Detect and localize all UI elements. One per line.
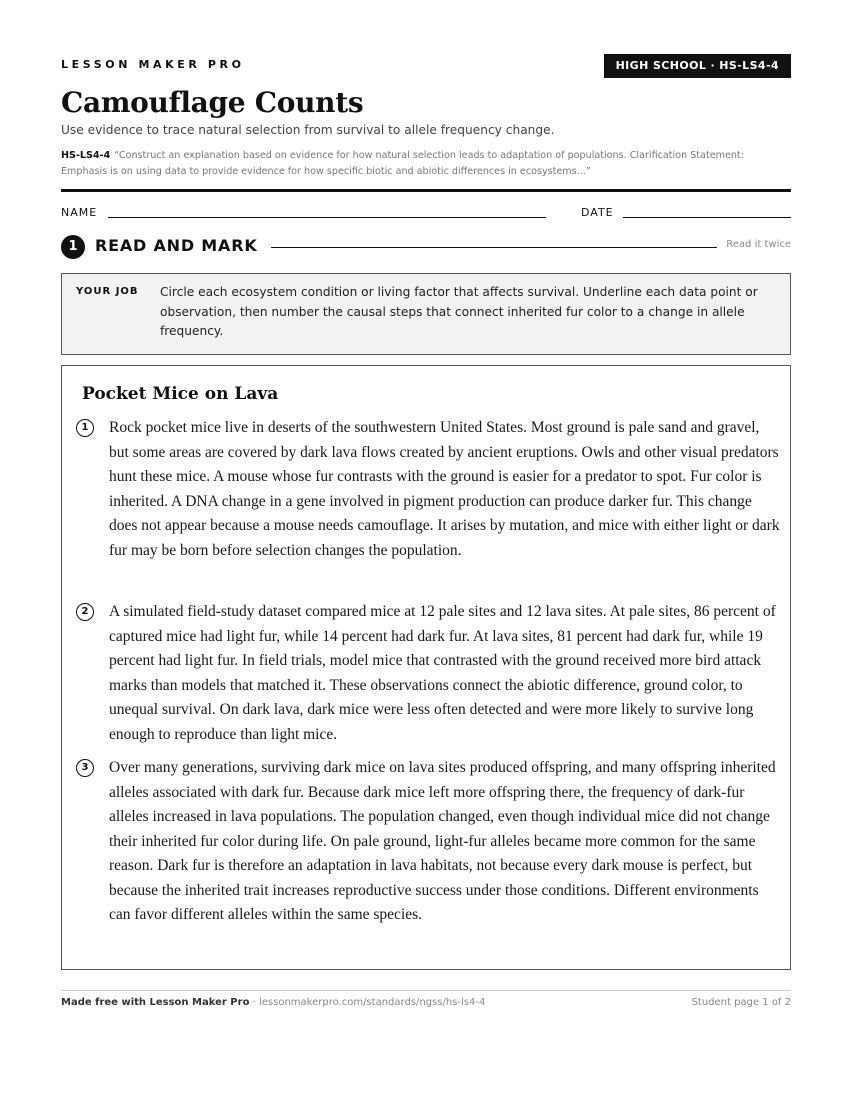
- job-text: Circle each ecosystem condition or living factor that affects survival. Underline each data point or observation, then number the causal steps that connect inherited fur color to a change in allele frequency.: [160, 285, 758, 338]
- paragraph-number: 3: [76, 759, 94, 777]
- name-date-row: [61, 204, 791, 222]
- page-title: Camouflage Counts: [61, 86, 364, 119]
- page-header: [61, 54, 791, 80]
- section-divider: [271, 247, 717, 248]
- paragraph-text: Rock pocket mice live in deserts of the southwestern United States. Most ground is pale sand and gravel, but some areas are covered by dark lava flows created by ancient eruptions. Owls and other visual predators hunt these mice. A mouse whose fur contrasts with the ground is easier for a predator to spot. Fur color is inherited. A DNA change in a gene involved in pigment production can produce darker fur. This change does not appear because a mouse needs camouflage. It arises by mutation, and mice with either light or dark fur may be born before selection changes the population.: [109, 419, 780, 559]
- section-hint: Read it twice: [726, 239, 791, 250]
- paragraph-text: A simulated field-study dataset compared mice at 12 pale sites and 12 lava sites. At pale sites, 86 percent of captured mice had light fur, while 14 percent had dark fur. At lava sites, 81 percent had dark fur, while 19 percent had light fur. In field trials, model mice that contrasted with the ground received more bird attack marks than models that matched it. These observations connect the abiotic difference, ground color, to unequal survival. On dark lava, dark mice were less often detected and were more likely to survive long enough to reproduce than light mice.: [109, 603, 776, 743]
- paragraph-number: 1: [76, 419, 94, 437]
- header-divider: [61, 189, 791, 192]
- standard-statement: [61, 148, 791, 180]
- section-title: READ AND MARK: [95, 236, 258, 255]
- paragraph-text: Over many generations, surviving dark mice on lava sites produced offspring, and many offspring inherited alleles associated with dark fur. Because dark mice left more offspring there, the frequency of dark-fur alleles increased in lava populations. The population changed, even though individual mice did not change their inherited fur color during life. On pale ground, light-fur alleles became more common for the same reason. Dark fur is therefore an adaptation in lava habitats, not because every dark mouse is perfect, but because the inherited trait increases reproductive success under those conditions. Different environments can favor different alleles within the same species.: [109, 759, 776, 923]
- page-number: Student page 1 of 2: [691, 997, 791, 1008]
- page-footer: [61, 997, 791, 1008]
- date-label: DATE: [581, 206, 614, 219]
- date-field[interactable]: [623, 217, 791, 218]
- job-label: YOUR JOB: [76, 286, 139, 297]
- brand-name: LESSON MAKER PRO: [61, 58, 245, 71]
- name-label: NAME: [61, 206, 98, 219]
- section-header: [61, 234, 791, 260]
- page-subtitle: Use evidence to trace natural selection from survival to allele frequency change.: [61, 123, 555, 137]
- section-number-badge: 1: [61, 235, 85, 259]
- footer-divider: [61, 990, 791, 991]
- standard-text: “Construct an explanation based on evidence for how natural selection leads to adaptation of populations. Clarification Statement: Emphasis is on using data to provide evidence for how specific biotic and abiotic differences in ecosystems...”: [61, 150, 744, 177]
- job-instructions-box: [61, 273, 791, 355]
- footer-url[interactable]: · lessonmakerpro.com/standards/ngss/hs-ls4-4: [249, 997, 486, 1008]
- paragraph-number: 2: [76, 603, 94, 621]
- name-field[interactable]: [108, 217, 546, 218]
- level-badge: HIGH SCHOOL · HS-LS4-4: [604, 54, 791, 78]
- reading-title: Pocket Mice on Lava: [82, 384, 279, 404]
- standard-code: HS-LS4-4: [61, 150, 111, 161]
- reading-passage: [61, 365, 791, 970]
- footer-credit: Made free with Lesson Maker Pro: [61, 997, 250, 1008]
